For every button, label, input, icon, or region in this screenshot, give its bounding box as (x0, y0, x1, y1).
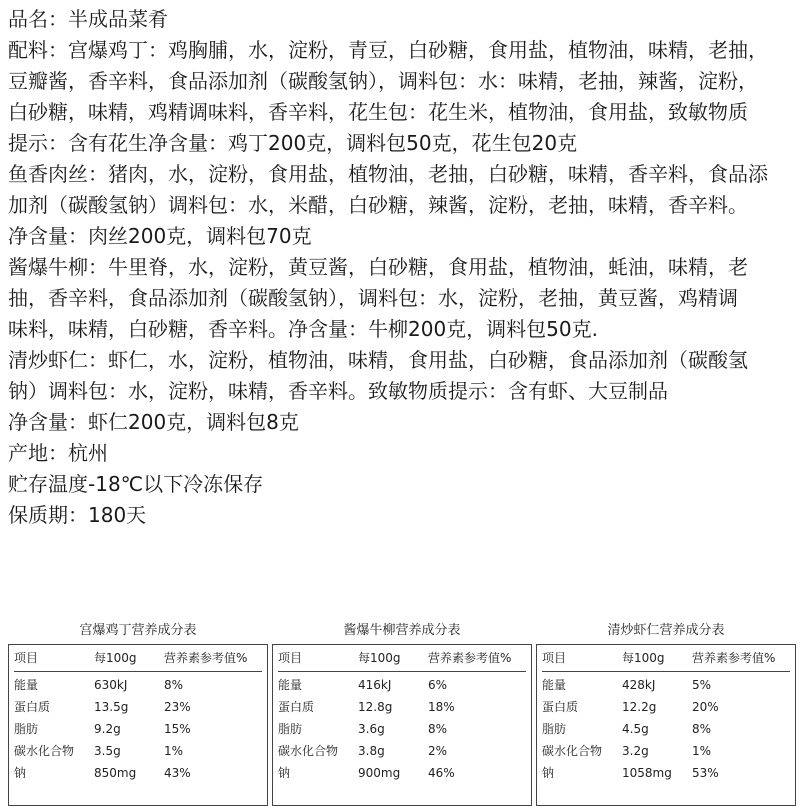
table-row (278, 718, 526, 740)
origin-line: 产地：杭州 (8, 441, 108, 465)
cell-amount: 850mg (94, 766, 137, 780)
table-row (278, 762, 526, 784)
cell-amount: 1058mg (622, 766, 672, 780)
header-per100g: 每100g (358, 651, 401, 665)
table-row (14, 696, 262, 718)
cell-amount: 630kJ (94, 678, 128, 692)
cell-item: 蛋白质 (542, 700, 579, 714)
cell-nrv: 8% (164, 678, 184, 692)
header-per100g: 每100g (94, 651, 137, 665)
table-row (542, 740, 790, 762)
header-item: 项目 (542, 651, 567, 665)
cell-amount: 428kJ (622, 678, 656, 692)
table-title: 清炒虾仁营养成分表 (607, 623, 725, 638)
nutrition-table-kungpao (8, 620, 268, 780)
cell-amount: 3.5g (94, 744, 121, 758)
table-box (8, 644, 268, 806)
cell-nrv: 15% (164, 722, 191, 736)
table-box (536, 644, 796, 806)
table-header-row (14, 645, 262, 672)
cell-item: 能量 (278, 678, 303, 692)
cell-amount: 3.6g (358, 722, 385, 736)
cell-nrv: 6% (428, 678, 448, 692)
allergen-net-content-line: 提示：含有花生净含量：鸡丁200克，调料包50克，花生包20克 (8, 131, 578, 155)
net-content-line: 净含量：虾仁200克，调料包8克 (8, 410, 299, 434)
ingredients-line: 鱼香肉丝：猪肉，水，淀粉，食用盐，植物油，老抽，白砂糖，味精，香辛料，食品添 (8, 162, 768, 186)
cell-nrv: 1% (692, 744, 712, 758)
cell-item: 蛋白质 (278, 700, 315, 714)
cell-nrv: 43% (164, 766, 191, 780)
cell-amount: 13.5g (94, 700, 129, 714)
table-row (542, 674, 790, 696)
table-row (542, 718, 790, 740)
header-nrv: 营养素参考值% (428, 651, 512, 665)
table-box (272, 644, 532, 806)
table-row (14, 740, 262, 762)
cell-item: 碳水化合物 (14, 744, 75, 758)
cell-amount: 416kJ (358, 678, 392, 692)
table-header-row (278, 645, 526, 672)
ingredients-line: 白砂糖，味精，鸡精调味料，香辛料，花生包：花生米，植物油，食用盐，致敏物质 (8, 100, 748, 124)
cell-nrv: 8% (428, 722, 448, 736)
cell-item: 碳水化合物 (542, 744, 603, 758)
cell-nrv: 5% (692, 678, 712, 692)
shelf-life-line: 保质期：180天 (8, 503, 147, 527)
cell-item: 能量 (14, 678, 39, 692)
cell-amount: 3.8g (358, 744, 385, 758)
cell-amount: 4.5g (622, 722, 649, 736)
ingredients-line: 加剂（碳酸氢钠）调料包：水，米醋，白砂糖，辣酱，淀粉，老抽，味精，香辛料。 (8, 193, 748, 217)
table-row (14, 762, 262, 784)
storage-temperature-line: 贮存温度-18℃以下冷冻保存 (8, 472, 264, 496)
cell-nrv: 18% (428, 700, 455, 714)
table-title: 宫爆鸡丁营养成分表 (79, 623, 197, 638)
cell-item: 脂肪 (278, 722, 303, 736)
cell-amount: 3.2g (622, 744, 649, 758)
ingredients-line: 配料：宫爆鸡丁：鸡胸脯，水，淀粉，青豆，白砂糖，食用盐，植物油，味精，老抽， (8, 38, 768, 62)
cell-item: 脂肪 (14, 722, 39, 736)
cell-nrv: 2% (428, 744, 448, 758)
net-content-line: 净含量：肉丝200克，调料包70克 (8, 224, 312, 248)
table-body (14, 672, 262, 784)
table-header-row (542, 645, 790, 672)
cell-amount: 9.2g (94, 722, 121, 736)
cell-item: 能量 (542, 678, 567, 692)
cell-nrv: 1% (164, 744, 184, 758)
ingredients-line: 酱爆牛柳：牛里脊，水，淀粉，黄豆酱，白砂糖，食用盐，植物油，蚝油，味精，老 (8, 255, 748, 279)
table-row (278, 740, 526, 762)
ingredients-line: 豆瓣酱，香辛料，食品添加剂（碳酸氢钠），调料包：水：味精，老抽，辣酱，淀粉， (8, 69, 758, 93)
header-item: 项目 (14, 651, 39, 665)
nutrition-tables (0, 620, 800, 800)
cell-nrv: 8% (692, 722, 712, 736)
header-per100g: 每100g (622, 651, 665, 665)
table-title: 酱爆牛柳营养成分表 (343, 623, 461, 638)
header-nrv: 营养素参考值% (692, 651, 776, 665)
header-nrv: 营养素参考值% (164, 651, 248, 665)
cell-item: 脂肪 (542, 722, 567, 736)
product-name-line: 品名：半成品菜肴 (8, 7, 168, 31)
cell-nrv: 23% (164, 700, 191, 714)
table-row (14, 718, 262, 740)
header-item: 项目 (278, 651, 303, 665)
nutrition-table-beef (272, 620, 532, 780)
ingredients-line: 味料，味精，白砂糖，香辛料。净含量：牛柳200克，调料包50克. (8, 317, 598, 341)
cell-amount: 900mg (358, 766, 401, 780)
cell-item: 碳水化合物 (278, 744, 339, 758)
ingredients-line: 清炒虾仁：虾仁，水，淀粉，植物油，味精，食用盐，白砂糖，食品添加剂（碳酸氢 (8, 348, 748, 372)
allergen-line: 钠）调料包：水，淀粉，味精，香辛料。致敏物质提示：含有虾、大豆制品 (8, 379, 668, 403)
ingredients-line: 抽，香辛料，食品添加剂（碳酸氢钠），调料包：水，淀粉，老抽，黄豆酱，鸡精调 (8, 286, 738, 310)
cell-nrv: 46% (428, 766, 455, 780)
cell-nrv: 20% (692, 700, 719, 714)
cell-item: 钠 (278, 766, 291, 780)
table-row (542, 696, 790, 718)
product-label-text (8, 4, 798, 531)
cell-item: 钠 (542, 766, 555, 780)
table-row (278, 696, 526, 718)
table-row (278, 674, 526, 696)
cell-amount: 12.8g (358, 700, 393, 714)
cell-item: 钠 (14, 766, 27, 780)
nutrition-table-shrimp (536, 620, 796, 780)
cell-item: 蛋白质 (14, 700, 51, 714)
cell-amount: 12.2g (622, 700, 657, 714)
table-body (278, 672, 526, 784)
table-row (14, 674, 262, 696)
table-body (542, 672, 790, 784)
cell-nrv: 53% (692, 766, 719, 780)
table-row (542, 762, 790, 784)
